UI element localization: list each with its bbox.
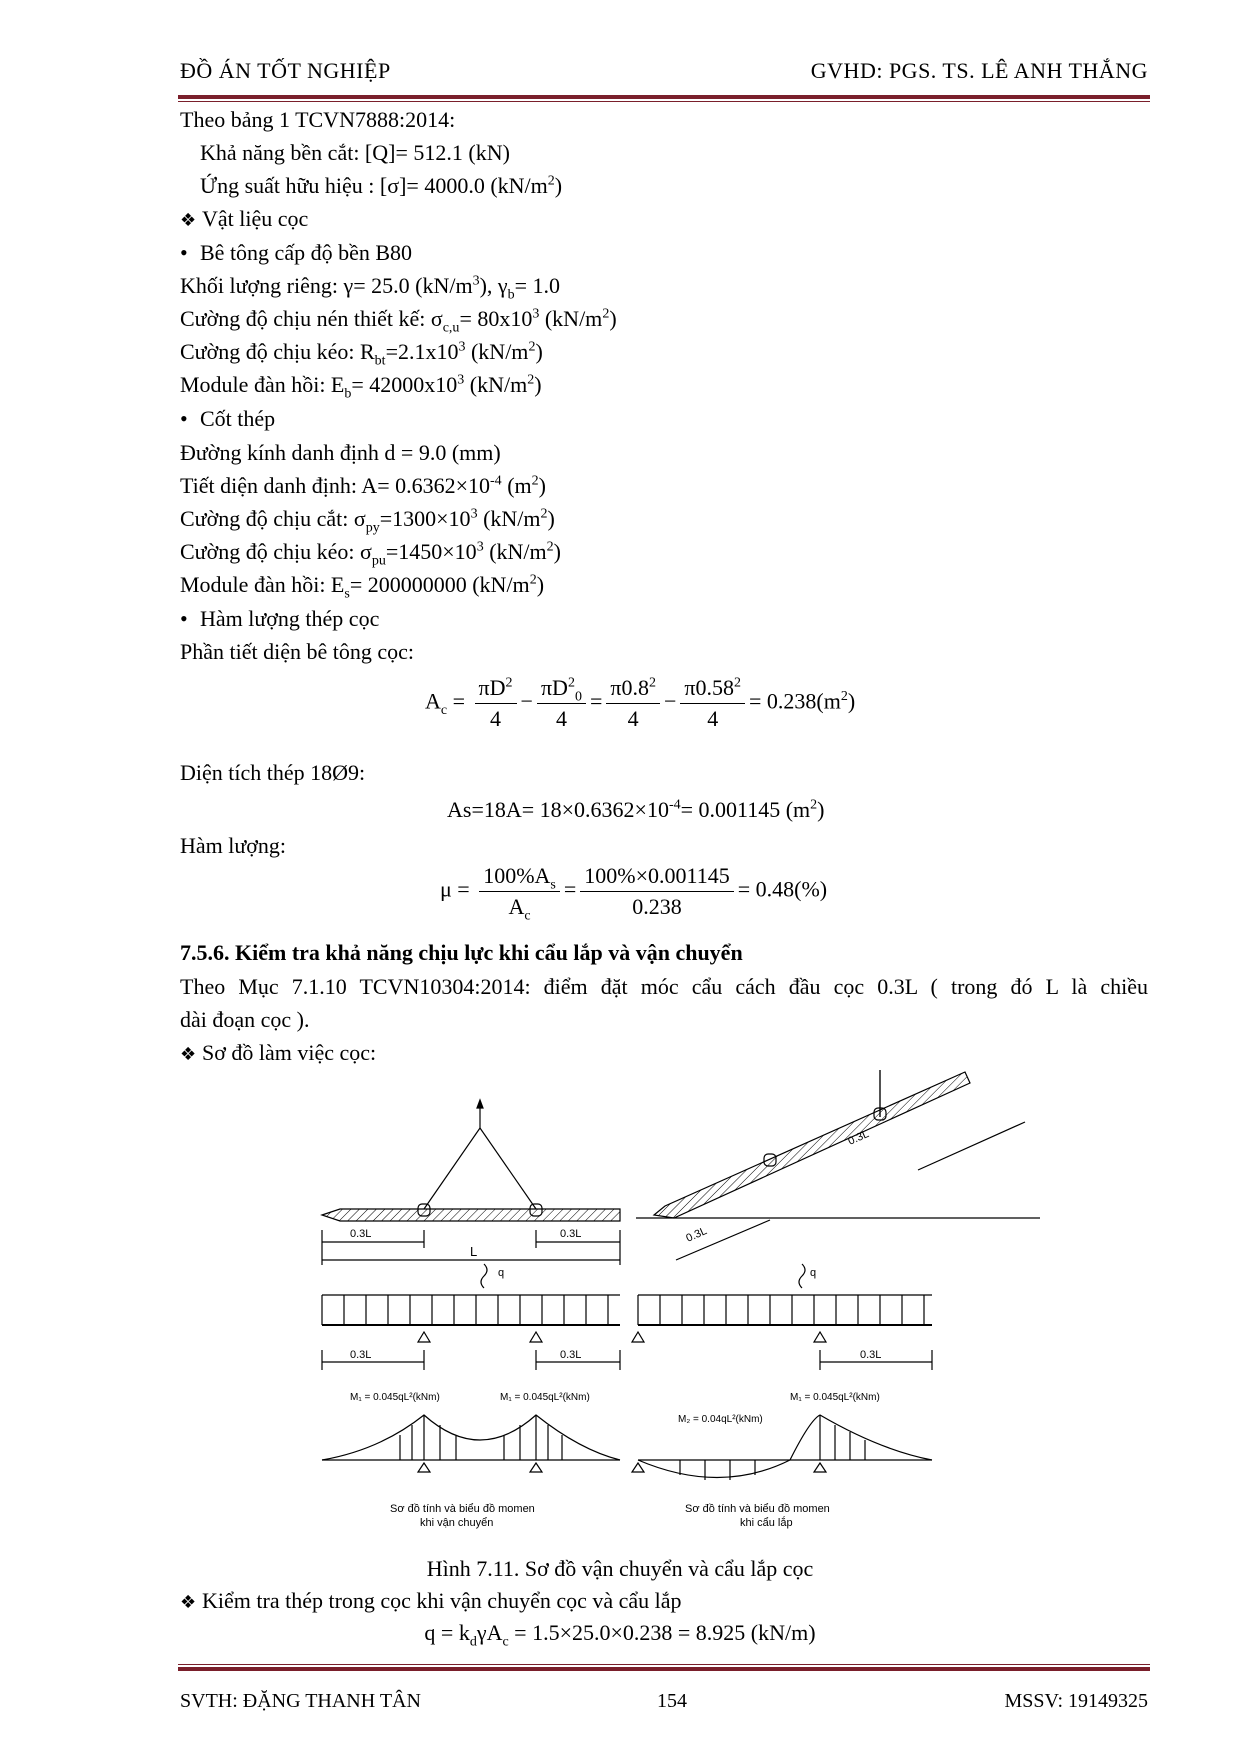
- text-line: Đường kính danh định d = 9.0 (mm): [180, 440, 501, 465]
- figure-caption: Hình 7.11. Sơ đồ vận chuyển và cẩu lắp cọc: [426, 1556, 814, 1581]
- section-heading: 7.5.6. Kiểm tra khả năng chịu lực khi cẩu lắp và vận chuyển: [180, 940, 743, 965]
- bullet-heading: ❖ Sơ đồ làm việc cọc:: [180, 1040, 376, 1068]
- svg-text:0.3L: 0.3L: [560, 1228, 582, 1240]
- svg-text:Sơ đồ tính và biểu đồ momen: Sơ đồ tính và biểu đồ momen: [685, 1503, 830, 1515]
- header-rule-thick: [178, 95, 1150, 99]
- svg-text:L: L: [470, 1244, 478, 1259]
- text-line: Tiết diện danh định: $A= 0.6362\times 10^{-4}$ $(m^2)$: [180, 473, 546, 498]
- text-line: Cường độ chịu nén thiết kế: $\sigma_{c,u}= 80x10^3$ $(kN/m^2)$: [180, 306, 617, 336]
- svg-text:M₁ = 0.045qL²(kNm): M₁ = 0.045qL²(kNm): [500, 1392, 590, 1403]
- svg-text:M₁ = 0.045qL²(kNm): M₁ = 0.045qL²(kNm): [790, 1392, 880, 1403]
- diamond-bullet-icon: ❖: [180, 210, 197, 231]
- svg-text:q: q: [498, 1267, 505, 1279]
- text-line: Khả năng bền cắt: [Q]= 512.1 (kN): [200, 140, 510, 165]
- svg-text:M₂ = 0.04qL²(kNm): M₂ = 0.04qL²(kNm): [678, 1414, 763, 1425]
- dot-bullet-icon: •: [180, 606, 188, 631]
- bullet-heading: ❖ Vật liệu cọc: [180, 206, 308, 234]
- transport-pile-drawing: [322, 1100, 620, 1472]
- dot-bullet-icon: •: [180, 406, 188, 431]
- svg-text:q: q: [810, 1267, 817, 1279]
- text-line: Module đàn hồi: $E_s= 200000000$ $(kN/m^2)$: [180, 572, 545, 602]
- footer-student-id: MSSV: 19149325: [1004, 1690, 1148, 1712]
- bullet-item: • Cốt thép: [180, 406, 276, 431]
- equation-q: $q = k_d\gamma A_c = 1.5\times 25.0\times 0.238 = 8.925$ (kN/m): [424, 1620, 816, 1650]
- equation-mu: μ = $\frac{100\%A_s}{A_c}$ = $\frac{100\%\times 0.001145}{0.238}$ = 0.48(%): [440, 863, 828, 924]
- pile-diagram-figure: [320, 1070, 1040, 1540]
- footer-rule-thick: [178, 1667, 1150, 1671]
- bullet-item: • Hàm lượng thép cọc: [180, 606, 380, 631]
- svg-text:0.3L: 0.3L: [560, 1349, 582, 1361]
- header-rule-thin: [178, 101, 1150, 102]
- text-line: Cường độ chịu cắt: $\sigma_{py}=1300\times 10^3$ $(kN/m^2)$: [180, 506, 555, 536]
- svg-text:khi cẩu lắp: khi cẩu lắp: [740, 1517, 793, 1529]
- text-line: Phần tiết diện bê tông cọc:: [180, 639, 414, 664]
- equation-as: $As=18A= 18\times 0.6362\times 10^{-4}= 0.001145$ $(m^2)$: [447, 797, 825, 822]
- bullet-heading: ❖ Kiểm tra thép trong cọc khi vận chuyển cọc và cẩu lắp: [180, 1588, 682, 1616]
- diamond-bullet-icon: ❖: [180, 1592, 197, 1613]
- svg-text:Sơ đồ tính và biểu đồ momen: Sơ đồ tính và biểu đồ momen: [390, 1503, 535, 1515]
- text-line: Module đàn hồi: $E_b= 42000x10^3$ $(kN/m^2)$: [180, 372, 542, 402]
- svg-text:0.3L: 0.3L: [846, 1128, 871, 1148]
- svg-text:0.3L: 0.3L: [350, 1349, 372, 1361]
- footer-rule-thin: [178, 1664, 1150, 1665]
- bullet-item: • Bê tông cấp độ bền B80: [180, 240, 413, 265]
- svg-text:M₁ = 0.045qL²(kNm): M₁ = 0.045qL²(kNm): [350, 1392, 440, 1403]
- dot-bullet-icon: •: [180, 240, 188, 265]
- header-left: ĐỒ ÁN TỐT NGHIỆP: [180, 58, 391, 83]
- text-line: Cường độ chịu kéo: $R_{bt}=2.1x10^3$ $(kN/m^2)$: [180, 339, 543, 369]
- svg-text:0.3L: 0.3L: [860, 1349, 882, 1361]
- text-line: Diện tích thép 18Ø9:: [180, 760, 366, 785]
- paragraph-line: dài đoạn cọc ).: [180, 1007, 310, 1032]
- header-right: GVHD: PGS. TS. LÊ ANH THẮNG: [810, 58, 1148, 83]
- footer-student: SVTH: ĐẶNG THANH TÂN: [180, 1690, 421, 1712]
- equation-ac: $A_c$ = $\frac{\pi D^2}{4}$ − $\frac{\pi D^2_0}{4}$ = $\frac{\pi 0.8^2}{4}$ − $\frac{\pi 0.58^2}{4}$ = $0.238(m^2)$: [425, 675, 856, 731]
- svg-text:khi vận chuyển: khi vận chuyển: [420, 1517, 494, 1529]
- text-line: Theo bảng 1 TCVN7888:2014:: [180, 107, 456, 132]
- svg-text:0.3L: 0.3L: [684, 1225, 709, 1245]
- svg-text:0.3L: 0.3L: [350, 1228, 372, 1240]
- diamond-bullet-icon: ❖: [180, 1044, 197, 1065]
- page-number: 154: [657, 1690, 687, 1712]
- text-line: Hàm lượng:: [180, 833, 287, 858]
- text-line: Khối lượng riêng: γ= 25.0 $(kN/m^3)$, $\gamma_b= 1.0$: [180, 273, 561, 303]
- text-line: Cường độ chịu kéo: $\sigma_{pu}=1450\times 10^3$ $(kN/m^2)$: [180, 539, 561, 569]
- text-line: Ứng suất hữu hiệu : [σ]= 4000.0 $(kN/m^2)$: [200, 173, 563, 198]
- paragraph-line: Theo Mục 7.1.10 TCVN10304:2014: điểm đặt móc cẩu cách đầu cọc 0.3L ( trong đó L là chiều: [180, 974, 1148, 999]
